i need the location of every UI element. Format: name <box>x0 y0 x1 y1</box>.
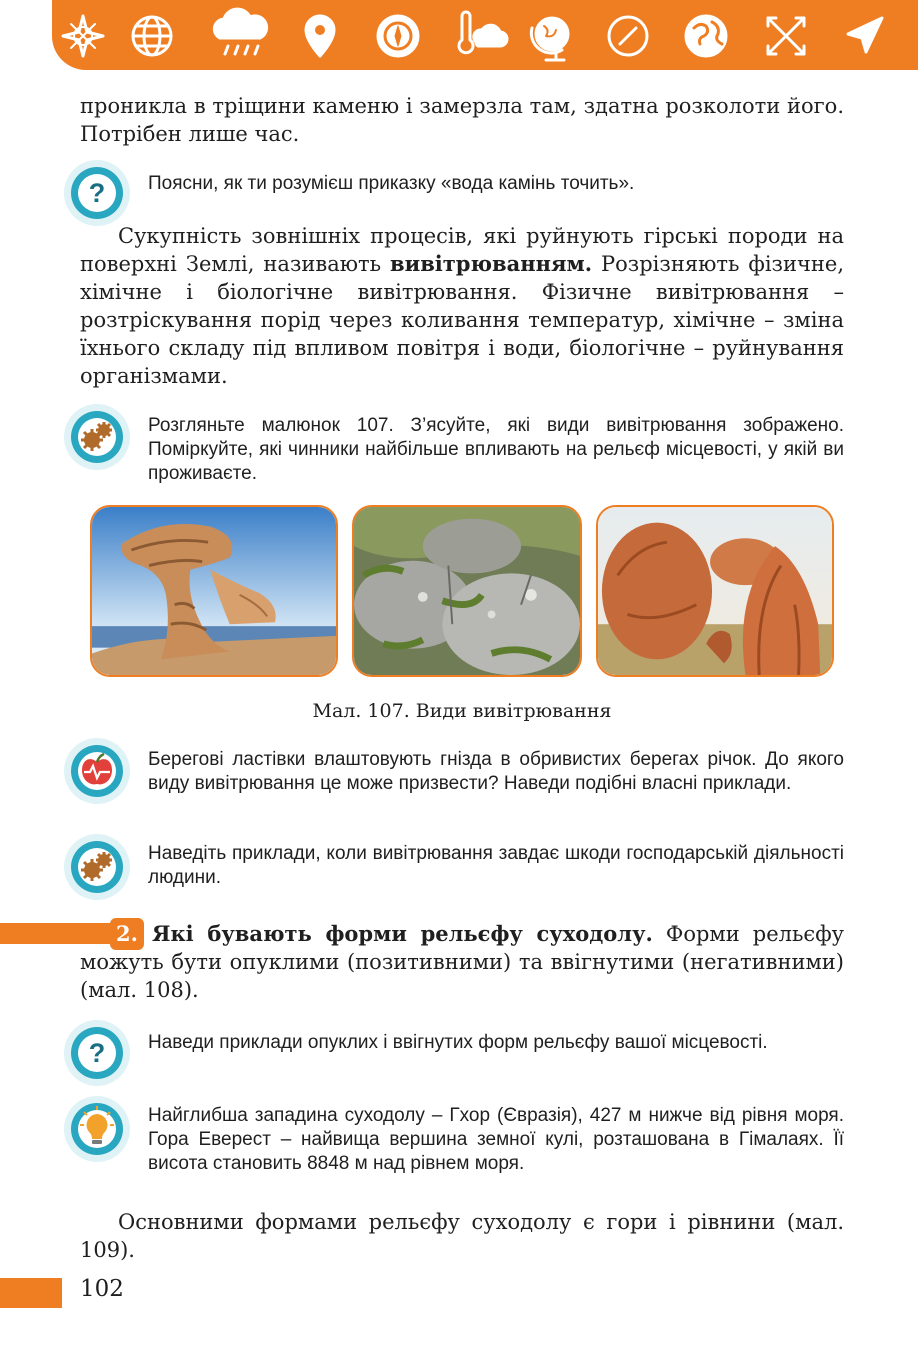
section-paragraph <box>80 920 844 1004</box>
fact-text: Найглибша западина суходолу – Гхор (Євразія), 427 м нижче від рівня моря. Гора Еверест – найвища вершина земної кулі, розташована в Гімалаях. Її висота становить 8848 м над рівнем моря. <box>148 1105 844 1174</box>
gears-icon <box>62 402 132 472</box>
map-pin-icon <box>306 16 334 56</box>
navigation-arrow-icon <box>848 18 882 52</box>
compass-needle-icon <box>609 17 647 55</box>
photo-red-boulders <box>596 505 834 677</box>
section-text: Форми рельєфу можуть бути опуклими (позитивними) та ввігнутими (негативними) (мал. 108). <box>80 922 844 1002</box>
page-number-bar <box>0 1278 62 1308</box>
svg-text:?: ? <box>88 1038 106 1068</box>
globe-grid-icon <box>133 17 171 55</box>
header-icon-band <box>52 0 918 70</box>
figure-caption: Мал. 107. Види вивітрювання <box>312 700 612 722</box>
task-1-text: Розгляньте малюнок 107. З’ясуйте, які види вивітрювання зображено. Поміркуйте, які чинники найбільше впливають на рельєф місцевості, у якій ви проживаєте. <box>148 415 844 484</box>
task-3-text: Наведіть приклади, коли вивітрювання завдає шкоди господарській діяльності людини. <box>148 843 844 888</box>
thermometer-cloud-icon <box>459 12 507 53</box>
world-map-globe-icon <box>686 16 726 56</box>
intro-paragraph: проникла в тріщини каменю і замерзла там, здатна розколоти його. Потрібен лише час. <box>80 94 844 146</box>
term-weathering: вивітрюванням. <box>390 251 593 276</box>
question-1-text: Поясни, як ти розумієш приказку «вода камінь точить». <box>148 173 635 194</box>
question-mark-icon <box>62 1018 132 1088</box>
definition-paragraph <box>80 222 844 390</box>
question-2-text: Наведи приклади опуклих і ввігнутих форм рельєфу вашої місцевості. <box>148 1032 768 1053</box>
svg-text:?: ? <box>88 178 106 208</box>
definition-after: Розрізняють фізичне, хімічне і біологічне вивітрювання. Фізичне вивітрювання – розтріскування порід через коливання температур, хімічне – зміна їхнього складу під впливом повітря і води, біологічне – руйнування організмами. <box>80 252 844 388</box>
header-icons <box>52 0 918 70</box>
photo-mossy-rocks <box>352 505 582 677</box>
final-paragraph: Основними формами рельєфу суходолу є гори і рівнини (мал. 109). <box>80 1210 844 1262</box>
photo-rock-arch <box>90 505 338 677</box>
definition-before: Сукупність зовнішніх процесів, які руйнують гірські породи на поверхні Землі, називають <box>80 224 844 276</box>
directions-arrows-icon <box>768 18 804 54</box>
apple-heartbeat-icon <box>62 736 132 806</box>
desk-globe-icon <box>531 18 568 60</box>
gears-icon <box>62 832 132 902</box>
compass-icon <box>378 16 418 56</box>
question-mark-icon <box>62 158 132 228</box>
task-2-text: Берегові ластівки влаштовують гнізда в обривистих берегах річок. До якого виду вивітрювання це може призвести? Наведи подібні власні приклади. <box>148 749 844 794</box>
rain-cloud-icon <box>214 9 266 54</box>
page-number: 102 <box>80 1276 124 1302</box>
section-number: 2. <box>110 918 144 950</box>
section-title: Які бувають форми рельєфу суходолу. <box>152 921 653 946</box>
compass-rose-icon <box>63 16 103 56</box>
light-bulb-icon <box>62 1094 132 1164</box>
